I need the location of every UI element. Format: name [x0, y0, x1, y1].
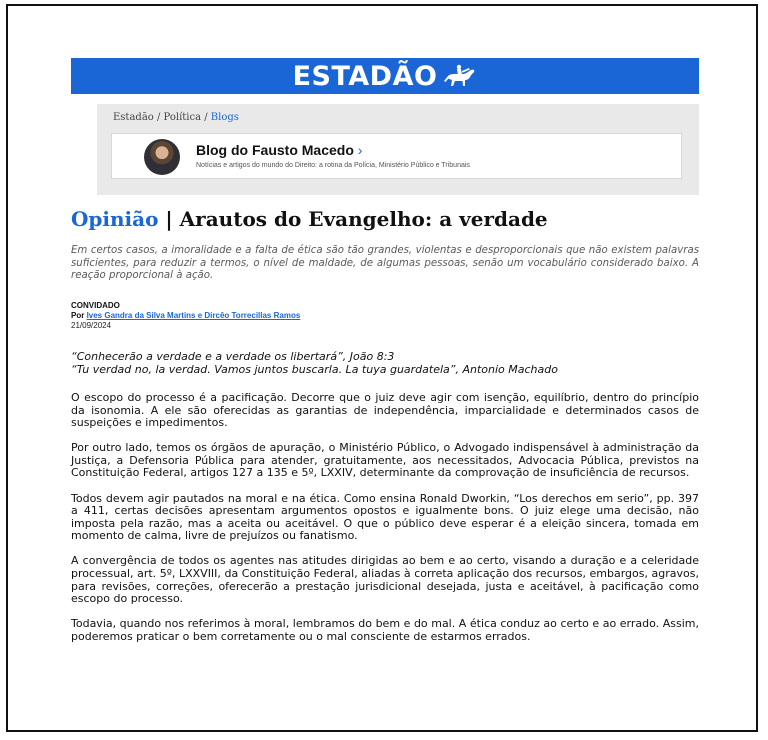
- publish-date: 21/09/2024: [71, 321, 112, 330]
- avatar: [144, 139, 180, 175]
- byline: Por Ives Gandra da Silva Martins e Dircêo Torrecillas Ramos: [71, 311, 301, 320]
- logo-text: ESTADÃO: [292, 60, 438, 92]
- horse-rider-icon: [443, 64, 477, 88]
- article-title: Arautos do Evangelho: a verdade: [179, 207, 548, 231]
- blog-description: Notícias e artigos do mundo do Direito: a rotina da Polícia, Ministério Público e Tribunais: [196, 162, 470, 169]
- estadao-logo[interactable]: [293, 61, 478, 92]
- section-label[interactable]: Opinião: [71, 207, 159, 231]
- blog-title[interactable]: Blog do Fausto Macedo ›: [196, 142, 363, 158]
- paragraph: O escopo do processo é a pacificação. Decorre que o juiz deve agir com isenção, equilíbrio, dentro do princípio da isonomia. A ele são oferecidas as garantias de independência, imparcialidade e determinados casos de suspeições e impedimentos.: [71, 391, 699, 430]
- masthead: [71, 58, 699, 94]
- author-kicker: CONVIDADO: [71, 301, 120, 310]
- breadcrumb: Estadão / Política / Blogs: [113, 112, 239, 123]
- blog-card[interactable]: [111, 133, 682, 179]
- chevron-right-icon: ›: [357, 142, 363, 158]
- epigraph-2: “Tu verdad no, la verdad. Vamos juntos buscarla. La tuya guardatela”, Antonio Machado: [71, 363, 558, 376]
- paragraph: A convergência de todos os agentes nas atitudes dirigidas ao bem e ao certo, visando a duração e a celeridade processual, art. 5º, LXXVIII, da Constituição Federal, aliadas à correta aplicação dos recursos, embargos, agravos, para revisões, correções, oferecerão a prestação jurisdicional desejada, justa e aceitável, à pacificação como escopo do processo.: [71, 554, 699, 606]
- author-link[interactable]: Ives Gandra da Silva Martins e Dircêo Torrecillas Ramos: [86, 311, 301, 320]
- paragraph: Por outro lado, temos os órgãos de apuração, o Ministério Público, o Advogado indispensável à administração da Justiça, a Defensoria Pública para atender, gratuitamente, aos necessitados, Advocacia Pública, previstos na Constituição Federal, artigos 127 a 135 e 5º, LXXIV, determinante da comprovação de insuficiência de recursos.: [71, 441, 699, 480]
- paragraph: Todavia, quando nos referimos à moral, lembramos do bem e do mal. A ética conduz ao certo e ao errado. Assim, poderemos praticar o bem corretamente ou o mal consciente de estarmos errados.: [71, 617, 699, 643]
- article-lede: Em certos casos, a imoralidade e a falta de ética são tão grandes, violentas e desproporcionais que não existem palavras suficientes, para reduzir a termos, o nível de maldade, de algumas pessoas, senão um vocabulário considerado baixo. A reação proporcional à ação.: [71, 245, 699, 281]
- breadcrumb-blogs[interactable]: Blogs: [210, 112, 239, 123]
- breadcrumb-politica[interactable]: Política: [163, 112, 202, 123]
- epigraphs: [71, 350, 699, 376]
- epigraph-1: “Conhecerão a verdade e a verdade os libertará”, João 8:3: [71, 350, 395, 363]
- paragraph: Todos devem agir pautados na moral e na ética. Como ensina Ronald Dworkin, “Los derechos em serio”, pp. 397 a 411, certas decisões apresentam argumentos opostos e igualmente bons. O juiz elege uma decisão, não imposta pela razão, mas a aceita ou aceitável. O que o público deve esperar é a eleição sincera, tomada em momento de calma, livre de prejuízos ou fanatismo.: [71, 491, 699, 543]
- article-body: [71, 392, 699, 656]
- breadcrumb-estadao[interactable]: Estadão: [113, 112, 154, 123]
- article-headline: Opinião | Arautos do Evangelho: a verdade: [71, 207, 548, 231]
